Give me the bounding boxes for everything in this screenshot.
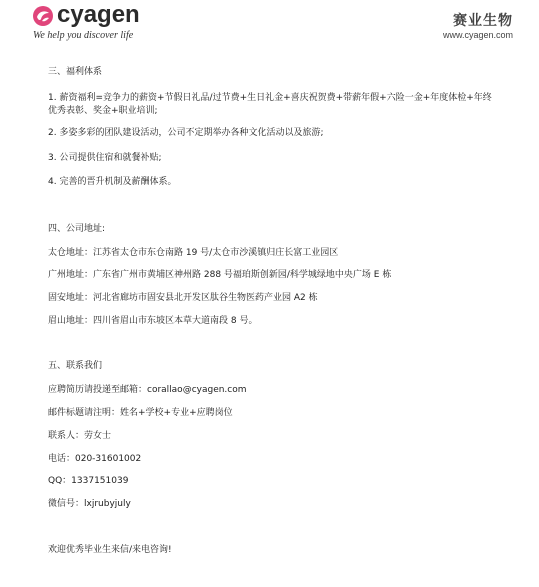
cyagen-logo-icon: [32, 5, 54, 27]
closing-text: 欢迎优秀毕业生来信/来电咨询!: [48, 545, 172, 555]
address-guan: 固安地址：河北省廊坊市固安县北开发区肽谷生物医药产业园 A2 栋: [48, 293, 318, 303]
address-heading: 四、公司地址:: [48, 224, 106, 234]
benefit-item-4: 4. 完善的晋升机制及薪酬体系。: [48, 177, 177, 187]
contact-phone: 电话：020-31601002: [48, 454, 142, 464]
contact-heading: 五、联系我们: [48, 361, 103, 371]
address-guangzhou: 广州地址：广东省广州市黄埔区神州路 288 号福珀斯创新园/科学城绿地中央广场 E 栋: [48, 270, 392, 280]
contact-person: 联系人：劳女士: [48, 431, 112, 441]
address-meishan: 眉山地址：四川省眉山市东坡区本草大道南段 8 号。: [48, 316, 258, 326]
benefits-heading: 三、福利体系: [48, 67, 103, 77]
contact-wechat: 微信号：lxjrubyjuly: [48, 499, 131, 509]
benefit-item-3: 3. 公司提供住宿和就餐补贴;: [48, 153, 162, 163]
brand-url: www.cyagen.com: [442, 30, 513, 40]
contact-qq: QQ：1337151039: [48, 476, 129, 486]
tagline: We help you discover life: [33, 30, 134, 41]
contact-email: 应聘简历请投递至邮箱：corallao@cyagen.com: [48, 385, 247, 395]
contact-subject: 邮件标题请注明：姓名+学校+专业+应聘岗位: [48, 408, 233, 418]
logo-text: cyagen: [57, 1, 140, 28]
brand-name-cn: 赛业生物: [453, 13, 513, 29]
benefit-item-2: 2. 多姿多彩的团队建设活动，公司不定期举办各种文化活动以及旅游;: [48, 128, 324, 138]
address-taicang: 太仓地址：江苏省太仓市东仓南路 19 号/太仓市沙溪镇归庄长富工业园区: [48, 248, 339, 258]
benefit-item-1: 1. 薪资福利=竞争力的薪资+节假日礼品/过节费+生日礼金+喜庆祝贺费+带薪年假+六险一金+年度体检+年终优秀表彰、奖金+职业培训;: [48, 93, 492, 116]
page-header: [0, 0, 539, 48]
